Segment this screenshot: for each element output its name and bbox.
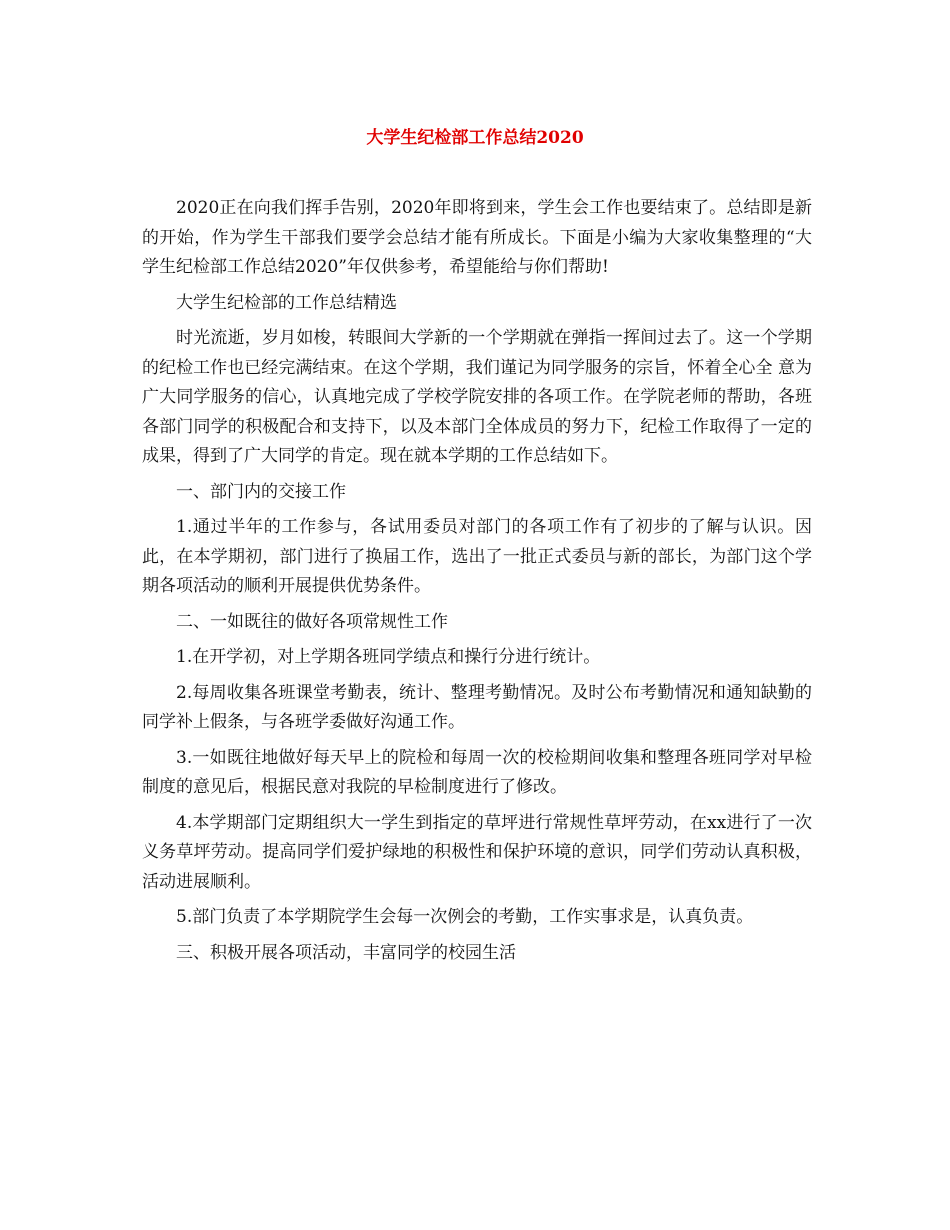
- section-2-item-4: 4.本学期部门定期组织大一学生到指定的草坪进行常规性草坪劳动，在xx进行了一次义务草坪劳动。提高同学们爱护绿地的积极性和保护环境的意识，同学们劳动认真积极，活动进展顺利。: [142, 812, 812, 892]
- document-body: [142, 194, 812, 974]
- section-heading-1: 一、部门内的交接工作: [176, 481, 346, 502]
- section-1-item-1: 1.通过半年的工作参与，各试用委员对部门的各项工作有了初步的了解与认识。因此，在本学期初，部门进行了换届工作，选出了一批正式委员与新的部长，为部门这个学期各项活动的顺利开展提供优势条件。: [142, 517, 812, 596]
- summary-paragraph: 时光流逝，岁月如梭，转眼间大学新的一个学期就在弹指一挥间过去了。这一个学期的纪检工作也已经完满结束。在这个学期，我们谨记为同学服务的宗旨，怀着全心全 意为广大同学服务的信心，认真地完成了学校学院安排的各项工作。在学院老师的帮助，各班各部门同学的积极配合和支持下，以及本部门全体成员的努力下，纪检工作取得了一定的成果，得到了广大同学的肯定。现在就本学期的工作总结如下。: [142, 328, 812, 466]
- document-title: 大学生纪检部工作总结2020: [366, 128, 584, 148]
- section-heading-3: 三、积极开展各项活动，丰富同学的校园生活: [176, 942, 516, 963]
- section-2-item-2: 2.每周收集各班课堂考勤表，统计、整理考勤情况。及时公布考勤情况和通知缺勤的同学补上假条，与各班学委做好沟通工作。: [142, 682, 812, 732]
- section-heading-2: 二、一如既往的做好各项常规性工作: [176, 611, 448, 632]
- subtitle-paragraph: 大学生纪检部的工作总结精选: [176, 292, 397, 313]
- section-2-item-1: 1.在开学初，对上学期各班同学绩点和操行分进行统计。: [176, 647, 601, 667]
- intro-paragraph: 2020正在向我们挥手告别，2020年即将到来，学生会工作也要结束了。总结即是新的开始，作为学生干部我们要学会总结才能有所成长。下面是小编为大家收集整理的“大学生纪检部工作总结2020”年仅供参考，希望能给与你们帮助!: [142, 198, 812, 277]
- section-2-item-3: 3.一如既往地做好每天早上的院检和每周一次的校检期间收集和整理各班同学对早检制度的意见后，根据民意对我院的早检制度进行了修改。: [142, 747, 812, 797]
- section-2-item-5: 5.部门负责了本学期院学生会每一次例会的考勤，工作实事求是，认真负责。: [176, 907, 754, 927]
